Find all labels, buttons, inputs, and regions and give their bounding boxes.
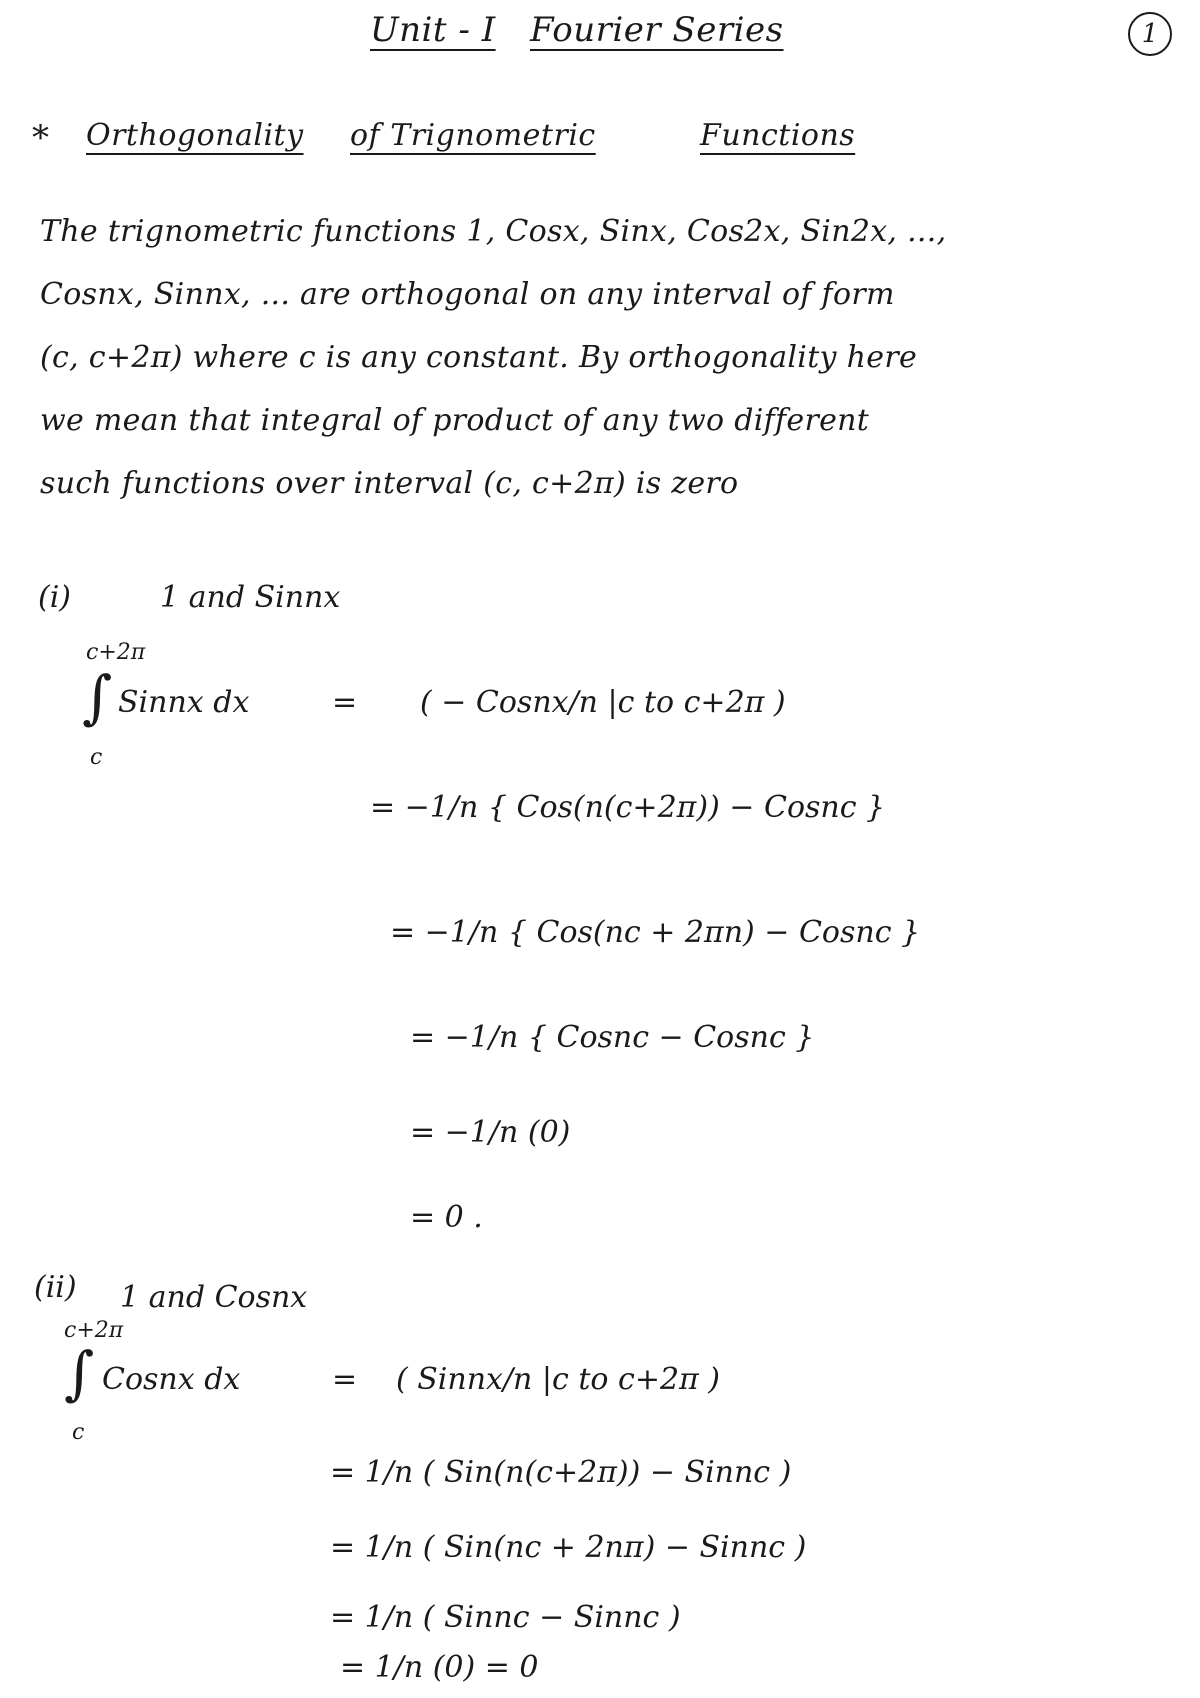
- part1-step-6: = 0 .: [410, 1200, 483, 1235]
- heading-functions: Functions: [700, 118, 856, 153]
- intro-line-1: The trignometric functions 1, Cosx, Sinx, Cos2x, Sin2x, ...,: [40, 214, 947, 249]
- part1-step-1: ( − Cosnx/n |c to c+2π ): [420, 685, 786, 720]
- page-number: 1: [1128, 12, 1172, 56]
- part1-step-3: = −1/n { Cos(nc + 2πn) − Cosnc }: [390, 915, 921, 950]
- unit-label: Unit - I: [370, 10, 496, 50]
- part1-label: (i): [38, 580, 72, 615]
- part1-step-4: = −1/n { Cosnc − Cosnc }: [410, 1020, 815, 1055]
- part2-integrand: Cosnx dx: [102, 1362, 241, 1397]
- page-title: Fourier Series: [530, 10, 784, 50]
- integral-sign-icon: ∫: [82, 663, 113, 731]
- integral-sign-icon: ∫: [64, 1339, 95, 1407]
- part1-upper-limit: c+2π: [86, 640, 146, 665]
- part1-title: 1 and Sinnx: [160, 580, 341, 615]
- part2-upper-limit: c+2π: [64, 1318, 124, 1343]
- part1-equals: =: [332, 685, 358, 720]
- part2-title: 1 and Cosnx: [120, 1280, 308, 1315]
- part1-step-2: = −1/n { Cos(n(c+2π)) − Cosnc }: [370, 790, 886, 825]
- heading-orthogonality: Orthogonality: [86, 118, 304, 153]
- part2-lower-limit: c: [72, 1420, 85, 1445]
- intro-line-2: Cosnx, Sinnx, ... are orthogonal on any interval of form: [40, 277, 895, 312]
- part2-equals: =: [332, 1362, 358, 1397]
- part2-step-3: = 1/n ( Sin(nc + 2nπ) − Sinnc ): [330, 1530, 807, 1565]
- intro-line-5: such functions over interval (c, c+2π) is zero: [40, 466, 739, 501]
- part1-step-5: = −1/n (0): [410, 1115, 571, 1150]
- heading-trignometric: of Trignometric: [350, 118, 596, 153]
- part2-step-2: = 1/n ( Sin(n(c+2π)) − Sinnc ): [330, 1455, 792, 1490]
- intro-line-4: we mean that integral of product of any two different: [40, 403, 870, 438]
- intro-line-3: (c, c+2π) where c is any constant. By orthogonality here: [40, 340, 918, 375]
- part2-step-5: = 1/n (0) = 0: [340, 1650, 539, 1685]
- part2-step-4: = 1/n ( Sinnc − Sinnc ): [330, 1600, 681, 1635]
- part2-label: (ii): [34, 1270, 77, 1305]
- part1-lower-limit: c: [90, 745, 103, 770]
- part2-step-1: ( Sinnx/n |c to c+2π ): [396, 1362, 720, 1397]
- bullet: *: [32, 118, 50, 158]
- part1-integrand: Sinnx dx: [118, 685, 250, 720]
